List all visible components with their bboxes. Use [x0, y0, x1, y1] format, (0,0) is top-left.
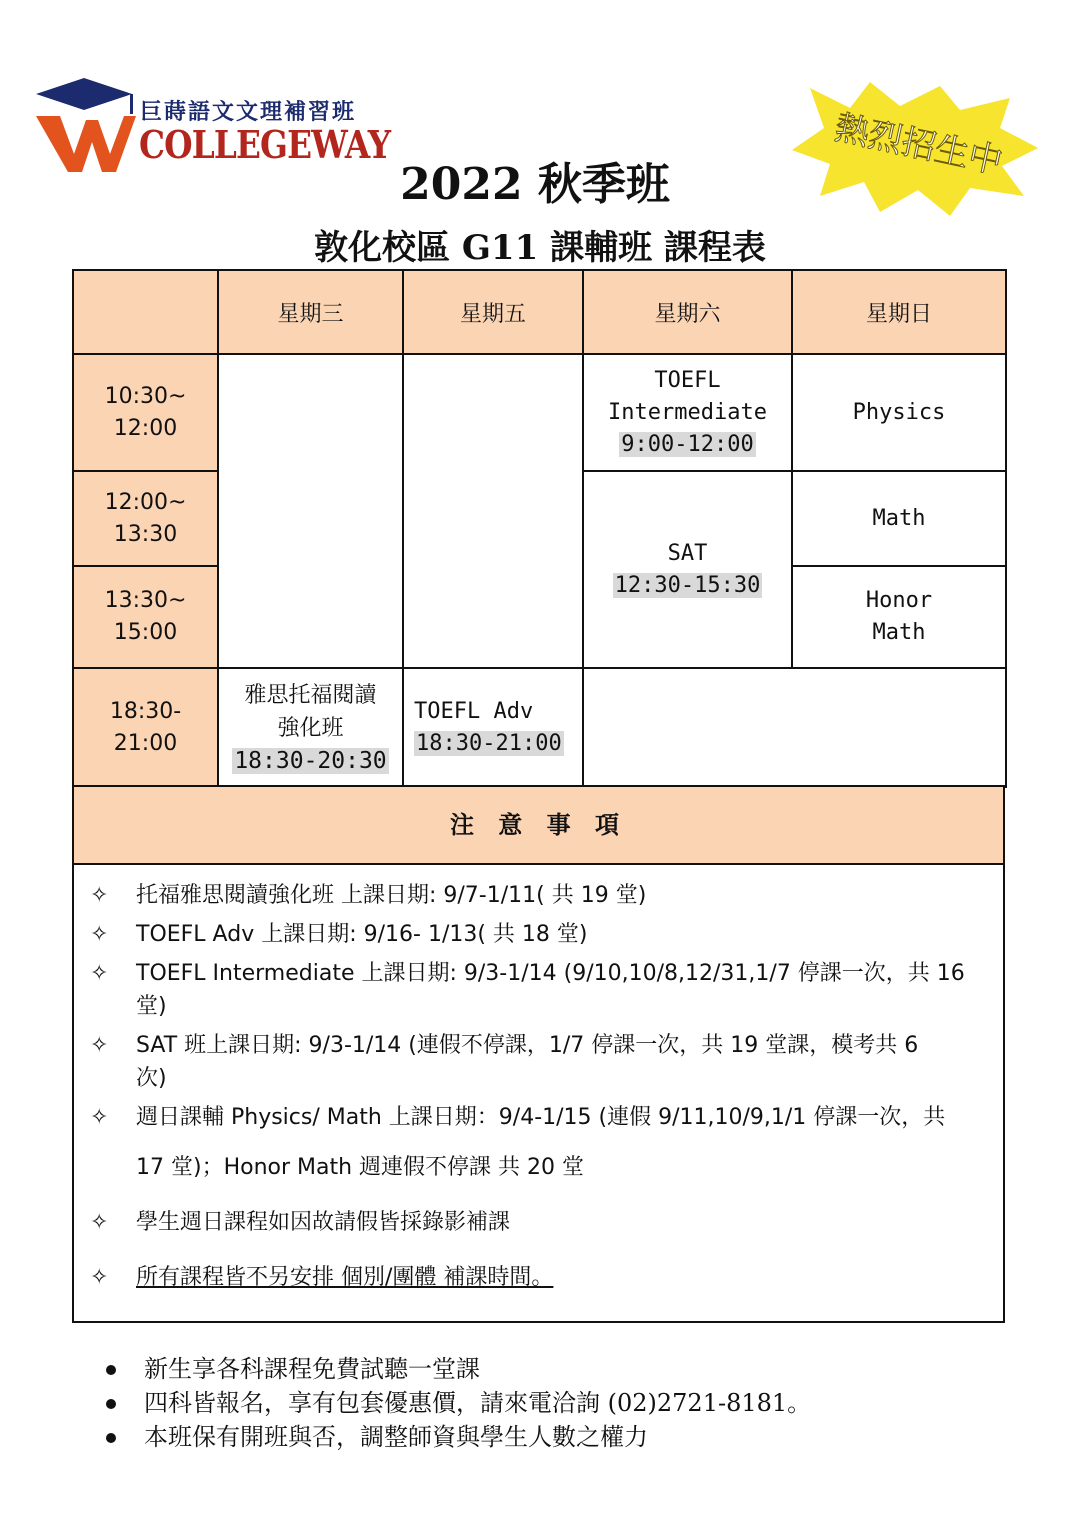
- diamond-star-icon: ✧: [90, 1033, 109, 1058]
- empty-cell: [583, 668, 1006, 787]
- time-slot: 10:30~ 12:00: [73, 354, 218, 471]
- class-cell-physics: Physics: [792, 354, 1006, 471]
- day-header: 星期五: [403, 270, 583, 354]
- class-cell-honor-math: Honor Math: [792, 566, 1006, 668]
- w-letter-icon: [36, 116, 136, 172]
- empty-cell: [218, 354, 403, 668]
- bullet-dot-icon: [106, 1365, 116, 1375]
- notes-section: 注 意 事 項 ✧ 托福雅思閱讀強化班 上課日期: 9/7-1/11( 共 19 堂) ✧ TOEFL Adv 上課日期: 9/16- 1/13( 共 18 堂) ✧ TOEFL Intermediate 上課日期: 9/3-1/14 (9/10,10/8,12/31,1/7 停課一次，共 16 堂) ✧ SAT 班上課日期: 9/3-1/14 (連假不停課，1/7 停課一次，共 19 堂課，模考共 6 次) ✧ 週日課輔 Physics/ Math 上課日期：9/4-1/15 (連假 9/11,10/9,1/1 停課一次，共 17 堂)；Honor Math 週連假不停課 共 20 堂 ✧ 學生週日課程如因故請假皆採錄影補課 ✧ 所有課程皆不另安排 個別/團體 補課時間。: [72, 785, 1005, 1323]
- list-item: 本班保有開班與否，調整師資與學生人數之權力: [104, 1420, 811, 1454]
- enrollment-burst-badge: [790, 78, 1040, 218]
- logo-english-name: COLLEGEWAY: [139, 122, 391, 167]
- page-title: 2022 秋季班: [400, 159, 670, 210]
- page-subtitle: 敦化校區 G11 課輔班 課程表: [314, 228, 766, 268]
- bullet-dot-icon: [106, 1433, 116, 1443]
- logo-chinese-name: 巨蒔語文文理補習班: [140, 99, 357, 125]
- diamond-star-icon: ✧: [90, 1265, 109, 1290]
- schedule-table: [72, 269, 1007, 788]
- graduation-cap-icon: [36, 78, 132, 110]
- enrollment-badge-text: 熱烈招生中: [831, 107, 1006, 183]
- list-item: 新生享各科課程免費試聽一堂課: [104, 1352, 811, 1386]
- class-cell-sat: SAT 12:30-15:30: [583, 471, 792, 668]
- diamond-star-icon: ✧: [90, 1105, 109, 1130]
- class-cell-ielts-toefl-reading: 雅思托福閱讀 強化班 18:30-20:30: [218, 668, 403, 787]
- header-corner: [73, 270, 218, 354]
- empty-cell: [403, 354, 583, 668]
- day-header: 星期六: [583, 270, 792, 354]
- notes-heading: 注 意 事 項: [74, 785, 1003, 865]
- bullet-dot-icon: [106, 1399, 116, 1409]
- time-slot: 18:30- 21:00: [73, 668, 218, 787]
- diamond-star-icon: ✧: [90, 922, 109, 947]
- diamond-star-icon: ✧: [90, 883, 109, 908]
- list-item: 四科皆報名，享有包套優惠價，請來電洽詢 (02)2721-8181。: [104, 1386, 811, 1420]
- diamond-star-icon: ✧: [90, 1210, 109, 1235]
- day-header: 星期三: [218, 270, 403, 354]
- class-cell-toefl-intermediate: TOEFL Intermediate 9:00-12:00: [583, 354, 792, 471]
- class-cell-math: Math: [792, 471, 1006, 566]
- day-header: 星期日: [792, 270, 1006, 354]
- info-bullet-list: [104, 1352, 811, 1454]
- class-cell-toefl-adv: TOEFL Adv 18:30-21:00: [403, 668, 583, 787]
- time-slot: 12:00~ 13:30: [73, 471, 218, 566]
- diamond-star-icon: ✧: [90, 961, 109, 986]
- time-slot: 13:30~ 15:00: [73, 566, 218, 668]
